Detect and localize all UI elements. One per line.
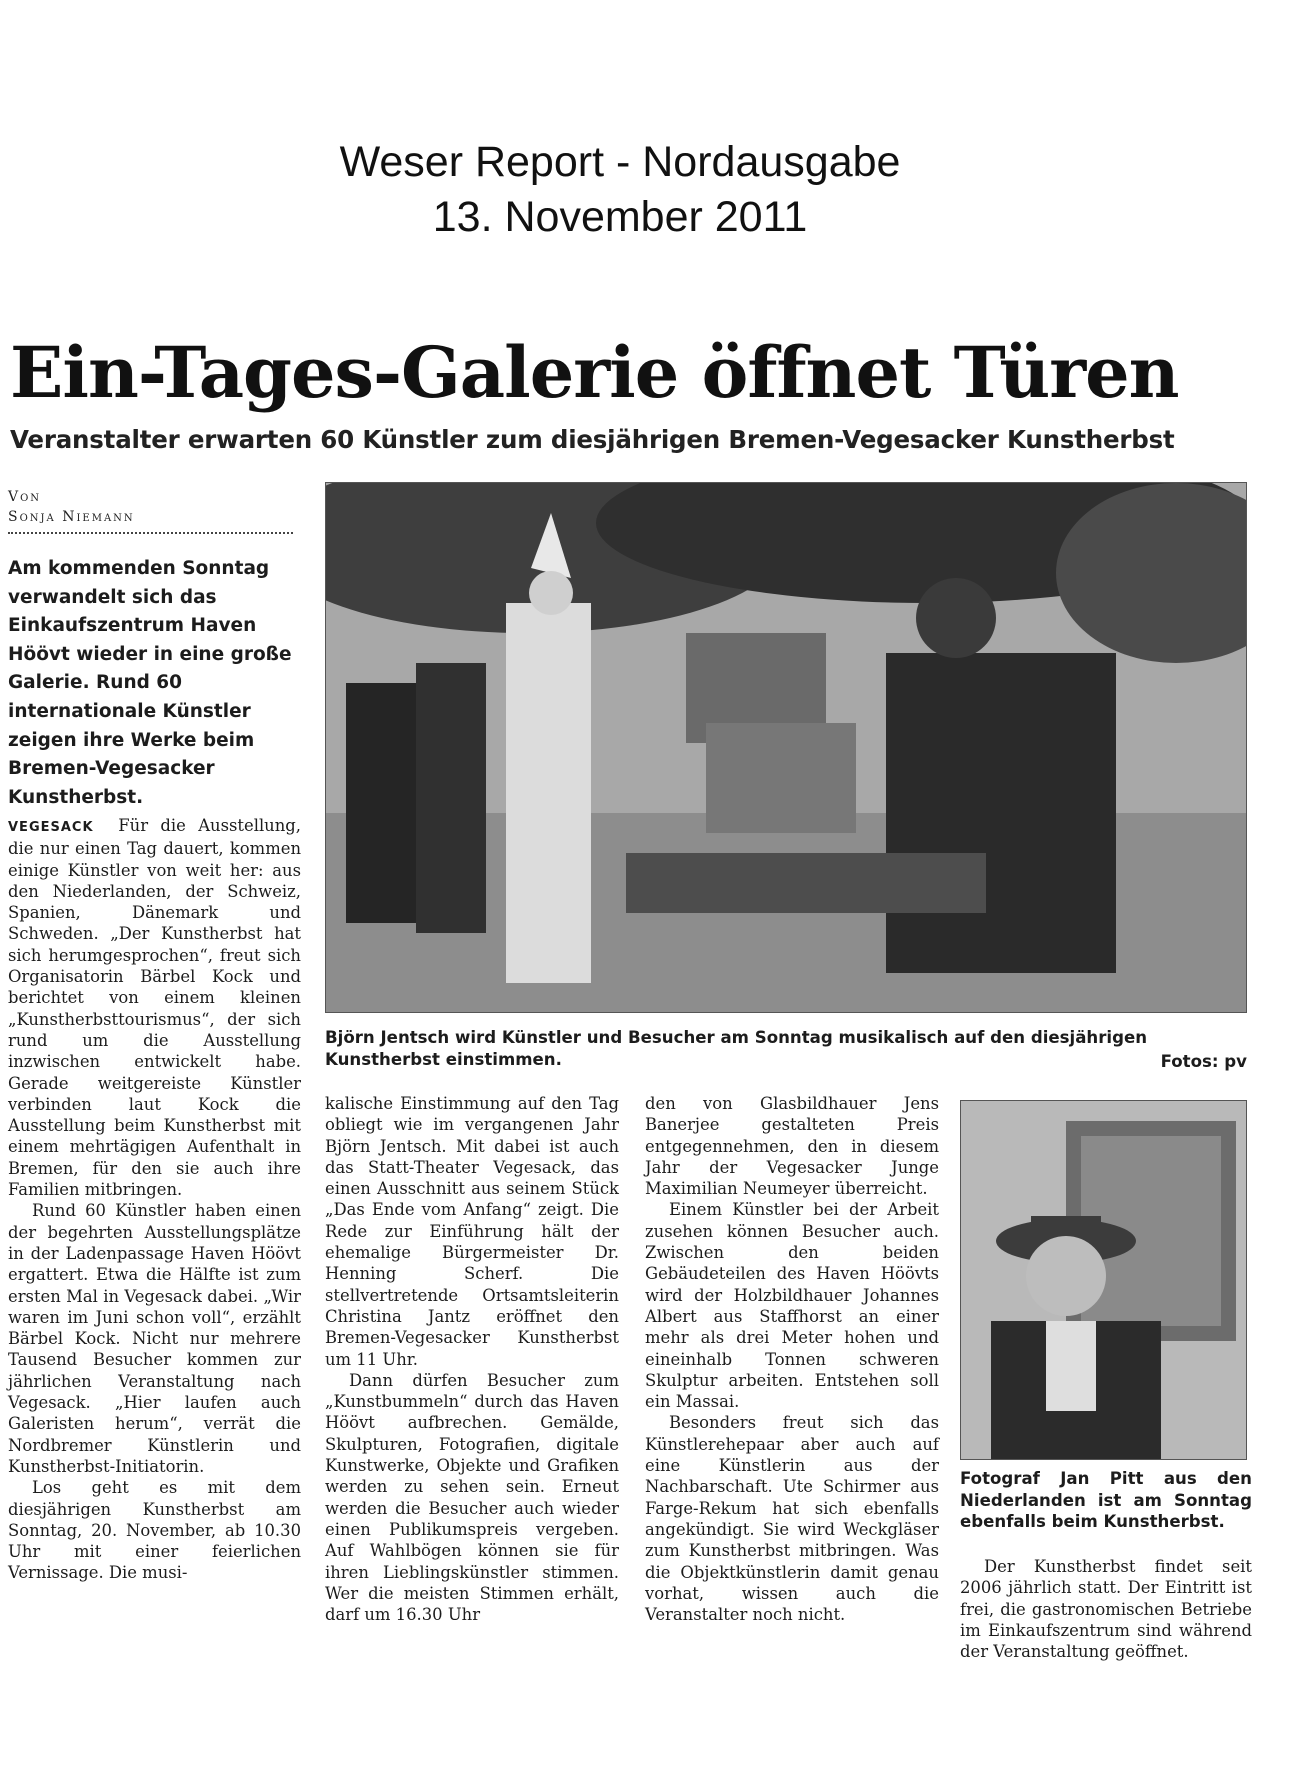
paragraph: Besonders freut sich das Künstlerehepaar aber auch auf eine Künstlerin aus der Nachbarschaft. Ute Schirmer aus Farge-Rekum hat sich ebenfalls angekündigt. Sie wird Weckgläser zum Kunstherbst mitbringen. Was die Objektkünstlerin damit genau vorhat, wissen auch die Veranstalter noch nicht.	[645, 1413, 939, 1625]
side-photo-caption: Fotograf Jan Pitt aus den Niederlanden ist am Sonntag ebenfalls beim Kunstherbst.	[960, 1469, 1252, 1531]
paragraph: Rund 60 Künstler haben einen der begehrten Ausstellungsplätze in der Ladenpassage Haven Höövt ergattert. Etwa die Hälfte ist zum ersten Mal in Vegesack dabei. „Wir waren im Juni schon voll“, erzählt Bärbel Kock. Nicht nur mehrere Tausend Besucher kommen zur jährlichen Veranstaltung nach Vegesack. „Hier laufen auch Galeristen herum“, verrät die Nordbremer Künstlerin und Kunstherbst-Initiatorin.	[8, 1201, 301, 1476]
main-photo	[325, 482, 1247, 1013]
side-photo	[960, 1100, 1247, 1460]
paragraph	[8, 815, 301, 1200]
subheadline: Veranstalter erwarten 60 Künstler zum diesjährigen Bremen-Vegesacker Kunstherbst	[10, 425, 1175, 454]
photo-credit: Fotos: pv	[1160, 1052, 1247, 1071]
dateline: VEGESACK	[8, 820, 94, 835]
publication-date: 13. November 2011	[432, 193, 808, 241]
paragraph: Einem Künstler bei der Arbeit zusehen können Besucher auch. Zwischen den beiden Gebäudeteilen des Haven Höövts wird der Holzbildhauer Johannes Albert aus Staffhorst an einer mehr als drei Meter hohen und eineinhalb Tonnen schweren Skulptur arbeiten. Entstehen soll ein Massai.	[645, 1200, 939, 1412]
paragraph: den von Glasbildhauer Jens Banerjee gestalteten Preis entgegennehmen, den in diesem Jahr der Vegesacker Junge Maximilian Neumeyer überreicht.	[645, 1094, 939, 1199]
paragraph: Der Kunstherbst findet seit 2006 jährlich statt. Der Eintritt ist frei, die gastronomischen Betriebe im Einkaufszentrum sind während der Veranstaltung geöffnet.	[960, 1557, 1252, 1662]
headline: Ein-Tages-Galerie öffnet Türen	[10, 331, 1179, 414]
article-column-2	[325, 1093, 619, 1625]
article-column-3	[645, 1093, 939, 1625]
paragraph: kalische Einstimmung auf den Tag obliegt wie im vergangenen Jahr Björn Jentsch. Mit dabei ist auch das Statt-Theater Vegesack, das einen Ausschnitt aus seinem Stück „Das Ende vom Anfang“ zeigt. Die Rede zur Einführung hält der ehemalige Bürgermeister Dr. Henning Scherf. Die stellvertretende Ortsamtsleiterin Christina Jantz eröffnet den Bremen-Vegesacker Kunstherbst um 11 Uhr.	[325, 1094, 619, 1369]
byline-author: Sonja Niemann	[8, 509, 135, 525]
main-photo-caption: Björn Jentsch wird Künstler und Besucher am Sonntag musikalisch auf den diesjährigen Kunstherbst einstimmen.	[325, 1028, 1148, 1069]
lead-paragraph: Am kommenden Sonntag verwandelt sich das Einkaufszentrum Haven Höövt wieder in eine große Galerie. Rund 60 internationale Künstler zeigen ihre Werke beim Bremen-Vegesacker Kunstherbst.	[8, 558, 292, 808]
paragraph: Los geht es mit dem diesjährigen Kunstherbst am Sonntag, 20. November, ab 10.30 Uhr mit einer feierlichen Vernissage. Die musi-	[8, 1478, 301, 1583]
byline-von: Von	[8, 489, 42, 505]
paragraph-text: Für die Ausstellung, die nur einen Tag dauert, kommen einige Künstler von weit her: aus den Niederlanden, der Schweiz, Spanien, Dänemark und Schweden. „Der Kunstherbst hat sich herumgesprochen“, freut sich Organisatorin Bärbel Kock und berichtet von einem kleinen „Kunstherbsttourismus“, der sich rund um die Ausstellung inzwischen entwickelt habe. Gerade weitgereiste Künstler verbinden laut Kock die Ausstellung beim Kunstherbst mit einem mehrtägigen Aufenthalt in Bremen, für den sie auch ihre Familien mitbringen.	[8, 816, 301, 1200]
publication-title: Weser Report - Nordausgabe	[339, 138, 901, 186]
byline	[8, 487, 293, 527]
article-column-4	[960, 1556, 1252, 1662]
article-column-1	[8, 815, 301, 1584]
paragraph: Dann dürfen Besucher zum „Kunstbummeln“ durch das Haven Höövt aufbrechen. Gemälde, Skulpturen, Fotografien, digitale Kunstwerke, Objekte und Grafiken werden zu sehen sein. Erneut werden die Besucher auch wieder einen Publikumspreis vergeben. Auf Wahlbögen können sie für ihren Lieblingskünstler stimmen. Wer die meisten Stimmen erhält, darf um 16.30 Uhr	[325, 1370, 619, 1625]
byline-divider	[8, 532, 293, 534]
